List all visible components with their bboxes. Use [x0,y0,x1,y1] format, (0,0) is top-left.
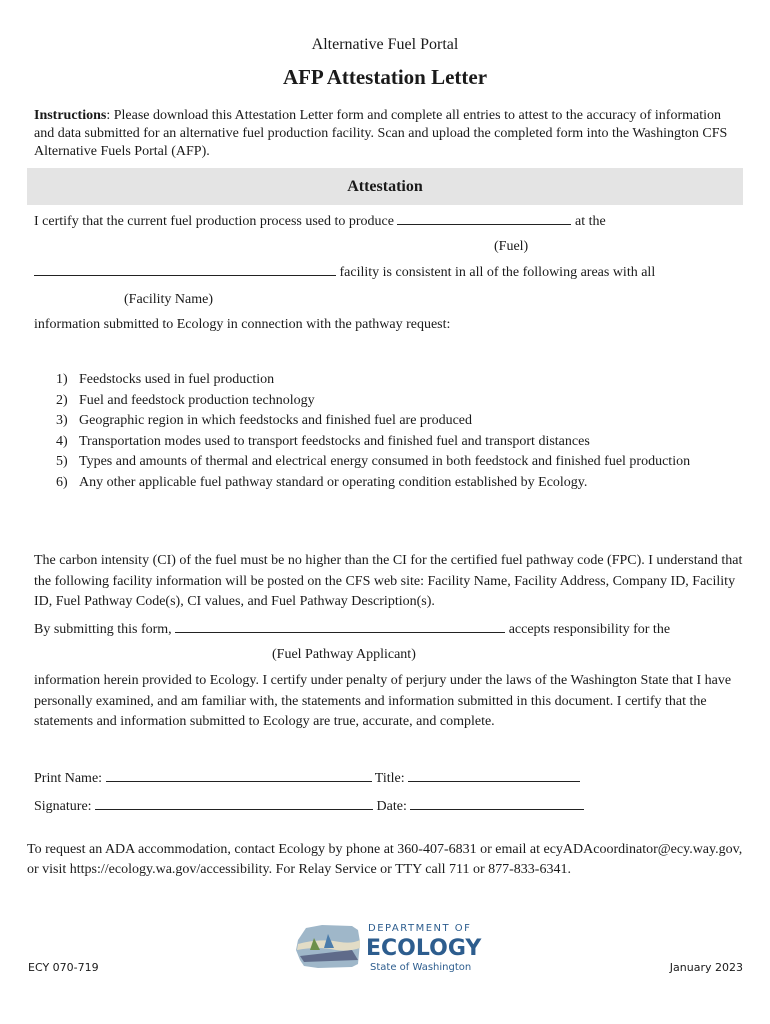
instructions-label: Instructions [34,108,107,123]
fuel-caption: (Fuel) [494,239,529,254]
logo-state: State of Washington [370,962,472,973]
print-name-label: Print Name: [34,771,103,786]
instructions-paragraph [34,107,744,161]
form-number: ECY 070-719 [28,961,99,974]
logo-department: DEPARTMENT OF [368,923,472,934]
portal-name: Alternative Fuel Portal [311,36,459,53]
logo-ecology: ECOLOGY [366,936,482,961]
title-label: Title: [374,771,405,786]
print-name-field[interactable] [106,769,372,782]
list-item: 3) Geographic region in which feedstocks and finished fuel are produced [56,413,473,429]
applicant-caption: (Fuel Pathway Applicant) [272,647,416,662]
list-item: 5) Types and amounts of thermal and electrical energy consumed in both feedstock and finished fuel production [56,454,691,470]
list-item: 2) Fuel and feedstock production technology [56,392,315,408]
pathway-request-line: information submitted to Ecology in connection with the pathway request: [34,317,451,332]
date-field[interactable] [410,797,584,810]
signature-label: Signature: [34,799,92,814]
perjury-paragraph: information herein provided to Ecology. I certify under penalty of perjury under the laws of the Washington State that I have personally examined, and am familiar with, the statements and information submitted in this document. I certify that the statements and information submitted to Ecology are true, accurate, and complete. [34,673,732,730]
print-name-row [34,769,580,789]
list-item: 1) Feedstocks used in fuel production [56,372,275,387]
list-item: 6) Any other applicable fuel pathway standard or operating condition established by Ecology. [56,474,588,490]
facility-line [34,263,655,283]
signature-field[interactable] [95,797,373,810]
fuel-blank-field[interactable] [397,212,571,225]
applicant-blank-field[interactable] [175,620,505,633]
washington-state-icon [296,925,360,968]
signature-row [34,797,584,817]
submit-text-end: accepts responsibility for the [508,622,671,637]
document-title: AFP Attestation Letter [282,65,488,89]
facility-name-caption: (Facility Name) [124,292,214,307]
date-label: Date: [376,799,407,814]
form-date: January 2023 [669,961,743,974]
facility-text: facility is consistent in all of the following areas with all [339,265,656,280]
certify-line [34,212,606,232]
certify-text: I certify that the current fuel production process used to produce [34,214,394,229]
ecology-logo [292,920,482,976]
ada-accommodation-paragraph: To request an ADA accommodation, contact Ecology by phone at 360-407-6831 or email at ecyADAcoordinator@ecy.way.gov, or visit https://ecology.wa.gov/accessibility. For Relay Service or TTY call 711 or 877-833-6341. [27,842,743,877]
submit-line [34,620,670,640]
consistency-areas-list [40,370,720,494]
carbon-intensity-paragraph: The carbon intensity (CI) of the fuel must be no higher than the CI for the certified fuel pathway code (FPC). I understand that the following facility information will be posted on the CFS web site: Facility Name, Facility Address, Company ID, Facility ID, Fuel Pathway Code(s), CI values, and Fuel Pathway Description(s). [34,553,743,610]
list-item: 4) Transportation modes used to transport feedstocks and finished fuel and transport distances [56,433,590,449]
attestation-heading: Attestation [27,168,743,205]
facility-name-blank-field[interactable] [34,263,336,276]
title-field[interactable] [408,769,580,782]
submit-text: By submitting this form, [34,622,172,637]
instructions-text: : Please download this Attestation Letter form and complete all entries to attest to the accuracy of information and data submitted for an alternative fuel production facility. Scan and upload the completed form into the Washington CFS Alternative Fuels Portal (AFP). [34,108,728,159]
certify-text-end: at the [574,214,606,229]
